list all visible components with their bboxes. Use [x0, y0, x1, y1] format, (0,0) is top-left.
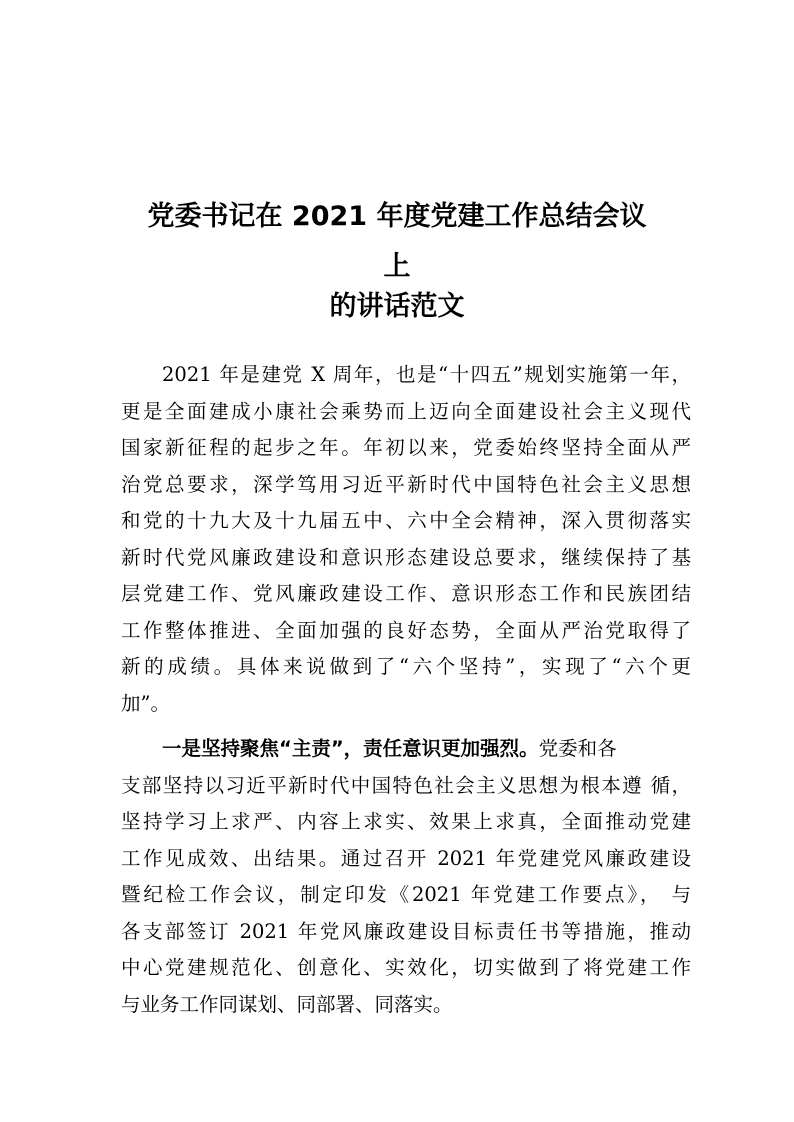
paragraph-1-line: 和党的十九大及十九届五中、六中全会精神，深入贯彻落实	[121, 509, 691, 532]
paragraph-2-line: 工作见成效、出结果。通过召开 2021 年党建党风廉政建设	[121, 846, 691, 870]
paragraph-1-line: 2021 年是建党 X 周年，也是“十四五”规划实施第一年，	[162, 363, 691, 386]
paragraph-2	[121, 731, 691, 1023]
paragraph-2-first-line	[121, 731, 691, 768]
paragraph-1-line: 工作整体推进、全面加强的良好态势，全面从严治党取得了	[121, 618, 691, 642]
paragraph-1-line: 新的成绩。具体来说做到了“六个坚持”，实现了“六个更	[121, 655, 691, 678]
paragraph-1-line: 治党总要求，深学笃用习近平新时代中国特色社会主义思想	[121, 472, 691, 496]
paragraph-2-line: 坚持学习上求严、内容上求实、效果上求真，全面推动党建	[121, 810, 691, 833]
paragraph-1-line: 层党建工作、党风廉政建设工作、意识形态工作和民族团结	[121, 582, 691, 605]
paragraph-2-line: 与业务工作同谋划、同部署、同落实。	[121, 992, 453, 1016]
paragraph-1-line: 国家新征程的起步之年。年初以来，党委始终坚持全面从严	[121, 436, 691, 459]
paragraph-2-line: 支部坚持以习近平新时代中国特色社会主义思想为根本遵 循，	[121, 773, 691, 797]
paragraph-2-lead-heading: 一是坚持聚焦“主责”，责任意识更加强烈。	[162, 737, 539, 760]
paragraph-2-line: 中心党建规范化、创意化、实效化，切实做到了将党建工作	[121, 956, 691, 979]
paragraph-1-line: 更是全面建成小康社会乘势而上迈向全面建设社会主义现代	[121, 399, 691, 423]
paragraph-1-line: 加”。	[121, 691, 170, 715]
paragraph-2-line: 暨纪检工作会议，制定印发《2021 年党建工作要点》， 与	[121, 883, 691, 906]
title-line-1: 党委书记在 2021 年度党建工作总结会议	[147, 201, 647, 232]
paragraph-2-line: 各支部签订 2021 年党风廉政建设目标责任书等措施，推动	[121, 919, 691, 943]
paragraph-1	[121, 357, 691, 722]
title-line-2: 上	[383, 251, 411, 282]
paragraph-2-first-line-rest: 党委和各	[538, 737, 617, 760]
title-line-3: 的讲话范文	[329, 291, 465, 322]
paragraph-1-line: 新时代党风廉政建设和意识形态建设总要求，继续保持了基	[121, 545, 691, 569]
